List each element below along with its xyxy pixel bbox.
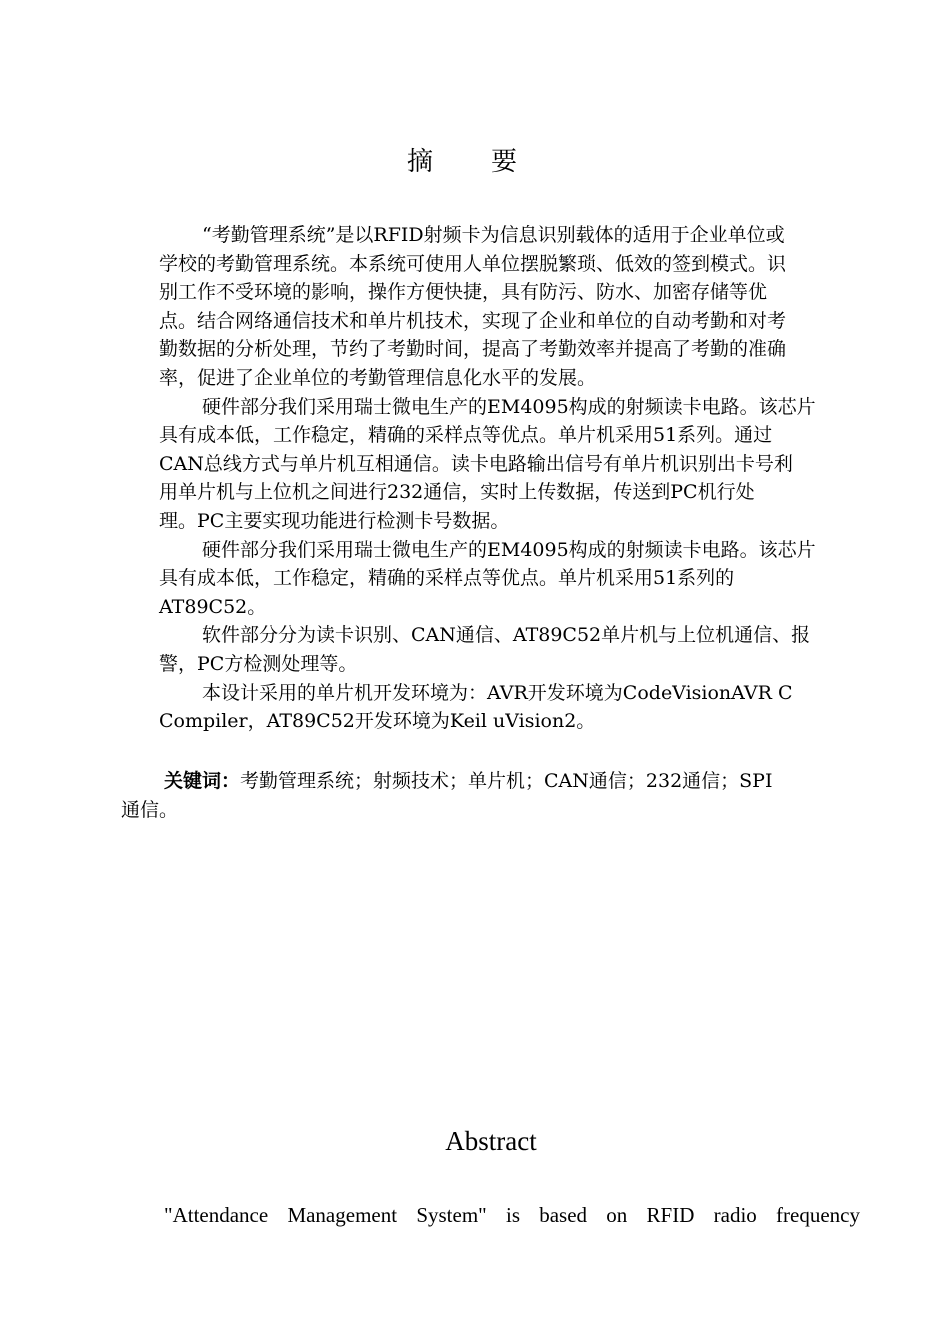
text-line: 本设计采用的单片机开发环境为：AVR开发环境为CodeVisionAVR C [202,681,793,704]
chinese-abstract-body [121,221,860,736]
english-abstract-body [121,1201,860,1229]
text-line: 警，PC方检测处理等。 [159,652,358,675]
text-line: Compiler，AT89C52开发环境为Keil uVision2。 [159,710,596,733]
text-line: “考勤管理系统”是以RFID射频卡为信息识别载体的适用于企业单位或 [202,224,785,246]
text-line: 点。结合网络通信技术和单片机技术，实现了企业和单位的自动考勤和对考 [159,309,787,332]
text-line: 理。PC主要实现功能进行检测卡号数据。 [159,509,510,532]
text-line: CAN总线方式与单片机互相通信。读卡电路输出信号有单片机识别出卡号利 [159,452,793,475]
chinese-abstract-title: 摘要 [406,147,575,177]
text-line: 硬件部分我们采用瑞士微电生产的EM4095构成的射频读卡电路。该芯片 [202,538,816,561]
paragraph-hardware-2 [121,536,860,622]
text-line: 具有成本低，工作稳定，精确的采样点等优点。单片机采用51系列的 [159,567,735,590]
keywords-section [121,767,860,824]
paragraph-hardware-1 [121,393,860,536]
paragraph-intro [121,221,860,393]
text-line: 率，促进了企业单位的考勤管理信息化水平的发展。 [159,366,597,389]
text-line: AT89C52。 [159,595,267,618]
text-line: 具有成本低，工作稳定，精确的采样点等优点。单片机采用51系列。通过 [159,424,773,447]
paragraph-dev-environment [121,679,860,736]
english-abstract-title: Abstract [445,1126,537,1156]
text-line: 软件部分分为读卡识别、CAN通信、AT89C52单片机与上位机通信、报 [202,624,811,647]
keywords-line [121,767,860,796]
text-line: 硬件部分我们采用瑞士微电生产的EM4095构成的射频读卡电路。该芯片 [202,395,816,418]
text-line: 学校的考勤管理系统。本系统可使用人单位摆脱繁琐、低效的签到模式。识 [159,252,787,275]
keywords-line-continued: 通信。 [121,798,179,821]
text-line: "Attendance Management System" is based on RFID radio frequency [164,1203,860,1227]
text-line: 别工作不受环境的影响，操作方便快捷，具有防污、防水、加密存储等优 [159,281,768,304]
text-line: 勤数据的分析处理，节约了考勤时间，提高了考勤效率并提高了考勤的准确 [159,338,787,361]
keywords-text: 考勤管理系统；射频技术；单片机；CAN通信；232通信；SPI [240,770,773,792]
keywords-label: 关键词： [164,770,241,792]
text-line: 用单片机与上位机之间进行232通信，实时上传数据，传送到PC机行处 [159,481,755,504]
paragraph-software [121,621,860,678]
